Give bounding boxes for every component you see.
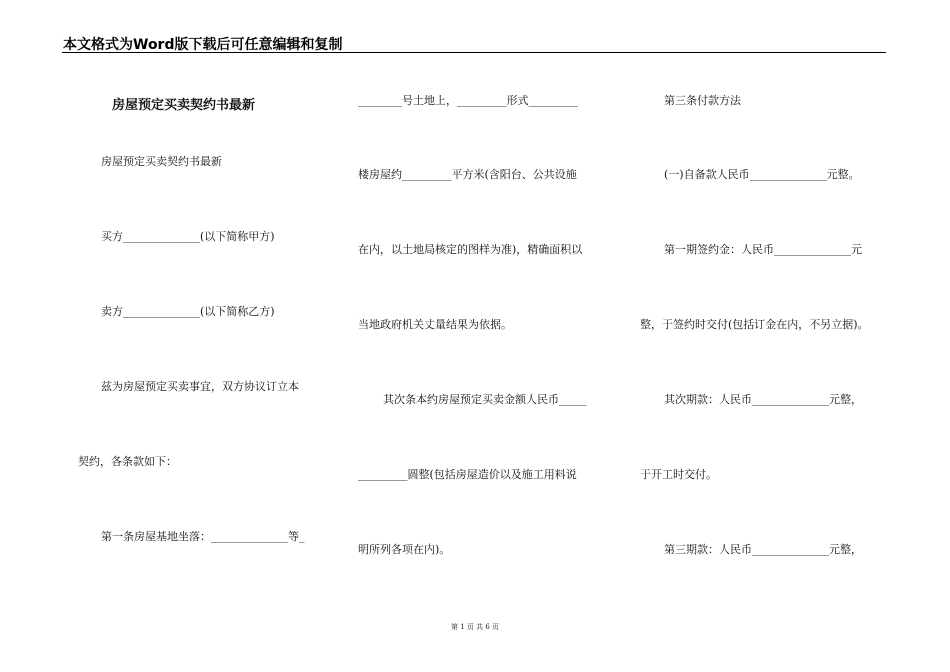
- paragraph: 于开工时交付。: [640, 468, 717, 481]
- paragraph: 兹为房屋预定买卖事宜，双方协议订立本: [101, 380, 299, 393]
- paragraph: 楼房屋约_________平方米(含阳台、公共设施: [358, 168, 577, 181]
- paragraph: ________号土地上，_________形式_________: [358, 94, 578, 107]
- paragraph: 其次条本约房屋预定买卖金额人民币_____: [383, 393, 587, 406]
- paragraph: 买方______________(以下简称甲方): [101, 230, 275, 243]
- paragraph: 第一期签约金：人民币______________元: [664, 243, 862, 256]
- paragraph: 卖方______________(以下简称乙方): [101, 305, 275, 318]
- paragraph: 整，于签约时交付(包括订金在内，不另立据)。: [640, 318, 869, 331]
- document-title: 房屋预定买卖契约书最新: [112, 98, 256, 113]
- paragraph: 契约，各条款如下：: [78, 455, 177, 468]
- paragraph: 房屋预定买卖契约书最新: [101, 155, 222, 168]
- page-footer: 第 1 页 共 6 页: [450, 623, 500, 631]
- paragraph: (一)自备款人民币______________元整。: [664, 168, 860, 181]
- paragraph: 在内，以土地局核定的图样为准)，精确面积以: [358, 243, 583, 256]
- page-header: 本文格式为Word版下载后可任意编辑和复制: [63, 37, 343, 53]
- header-divider: [62, 52, 886, 53]
- paragraph: 第三期款：人民币______________元整，: [664, 543, 862, 556]
- paragraph: 明所列各项在内)。: [358, 543, 451, 556]
- paragraph: 第三条付款方法: [664, 94, 741, 107]
- paragraph: 当地政府机关丈量结果为依据。: [358, 318, 512, 331]
- paragraph: 其次期款：人民币______________元整，: [664, 393, 862, 406]
- paragraph: 第一条房屋基地坐落：______________等_: [101, 530, 305, 543]
- paragraph: _________圆整(包括房屋造价以及施工用料说: [358, 468, 577, 481]
